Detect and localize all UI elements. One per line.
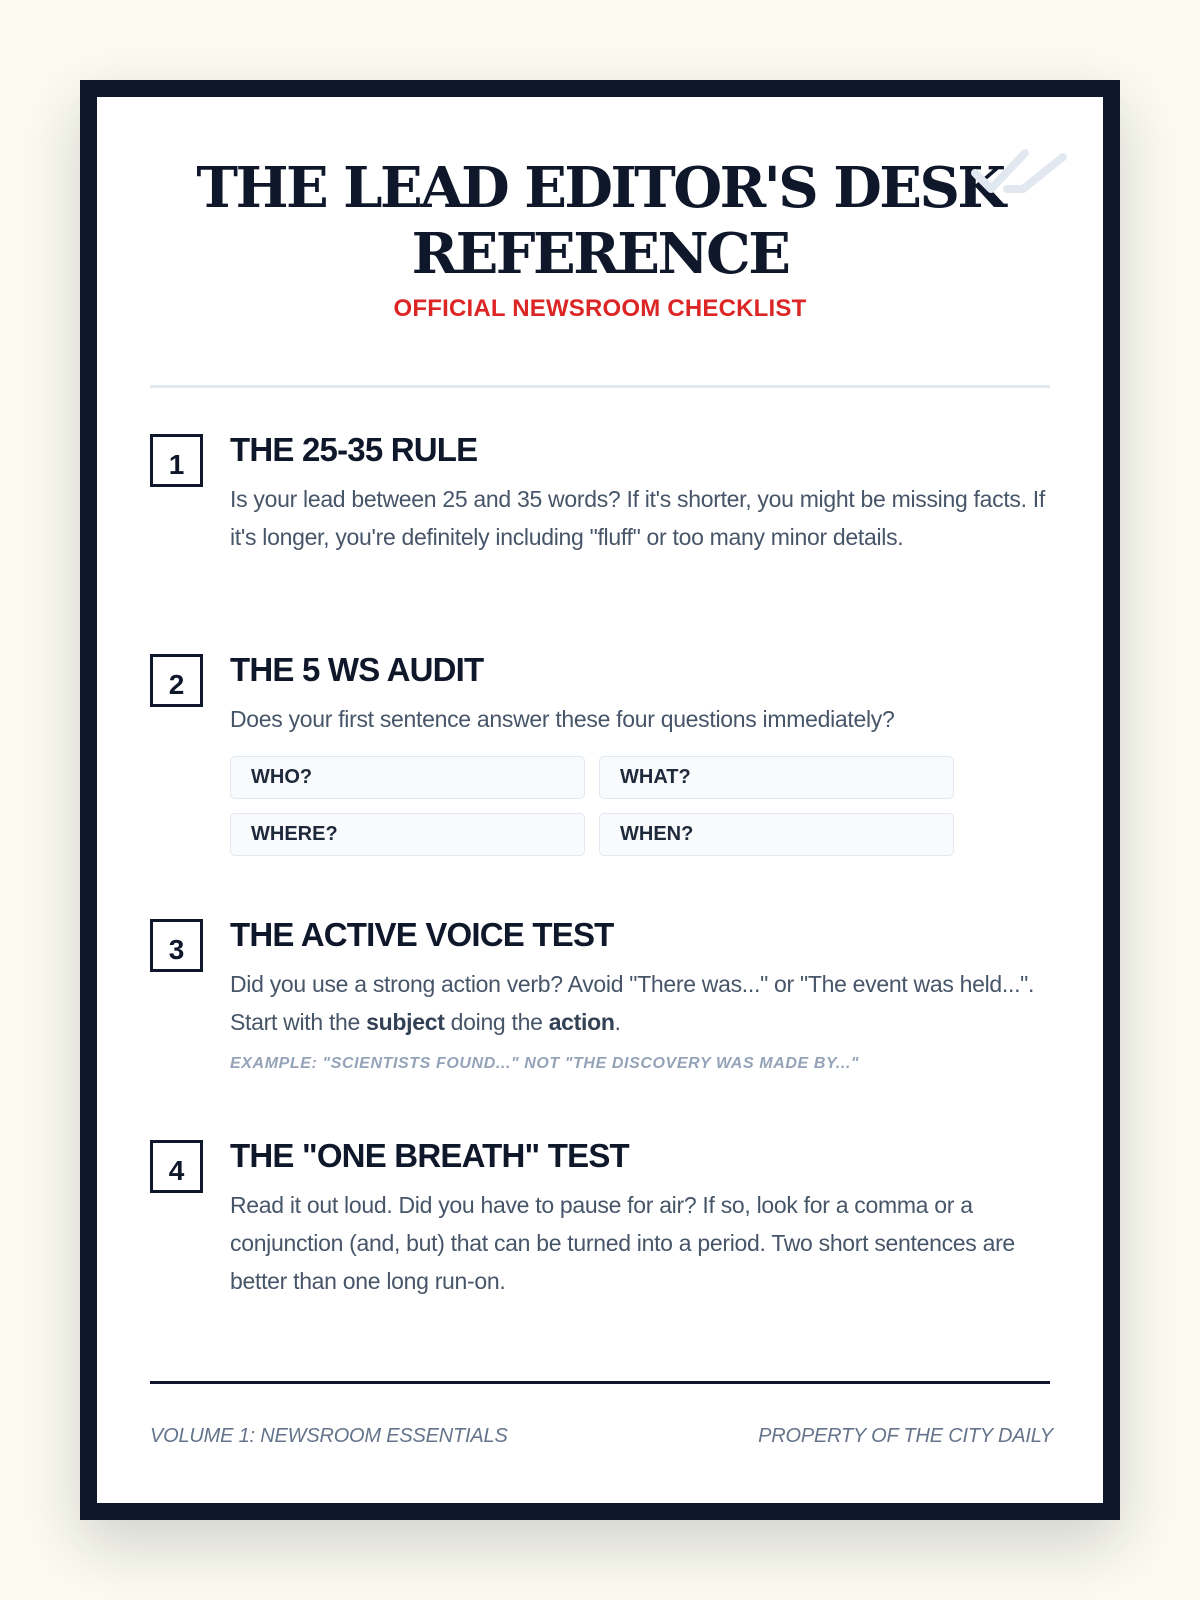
item-number-badge: 3	[150, 919, 203, 972]
description-text: Did you use a strong action verb? Avoid "There was..." or "The event was held...". Start with the	[230, 971, 1035, 1035]
item-title: THE ACTIVE VOICE TEST	[230, 916, 614, 953]
example-note: EXAMPLE: "SCIENTISTS FOUND..." NOT "THE DISCOVERY WAS MADE BY..."	[230, 1055, 860, 1072]
double-check-icon	[971, 145, 1071, 205]
emphasis-subject: subject	[366, 1009, 445, 1035]
emphasis-action: action	[548, 1009, 615, 1035]
footer-property: PROPERTY OF THE CITY DAILY	[758, 1425, 1053, 1447]
question-chip-who: WHO?	[230, 756, 585, 799]
header-divider	[150, 385, 1050, 388]
checklist-item-3	[150, 915, 1050, 1073]
checklist-item-1	[150, 430, 1050, 556]
item-number-badge: 4	[150, 1140, 203, 1193]
item-number-badge: 1	[150, 434, 203, 487]
item-description: Does your first sentence answer these four questions immediately?	[230, 706, 895, 732]
item-title: THE 5 WS AUDIT	[230, 651, 484, 688]
checklist-item-4	[150, 1136, 1050, 1300]
page-subtitle: OFFICIAL NEWSROOM CHECKLIST	[393, 295, 807, 322]
description-text: .	[614, 1009, 621, 1035]
item-number-badge: 2	[150, 654, 203, 707]
checklist-item-2	[150, 650, 1050, 856]
page-title: THE LEAD EDITOR'S DESK REFERENCE	[196, 155, 1004, 287]
item-title: THE "ONE BREATH" TEST	[230, 1137, 629, 1174]
questions-grid	[230, 756, 1050, 856]
header	[97, 97, 1103, 323]
item-description: Read it out loud. Did you have to pause for air? If so, look for a comma or a conjunction (and, but) that can be turned into a period. Two short sentences are better than one long run-on.	[230, 1192, 1015, 1294]
item-description: Is your lead between 25 and 35 words? If it's shorter, you might be missing facts. If it's longer, you're definitely including "fluff" or too many minor details.	[230, 486, 1045, 550]
question-chip-when: WHEN?	[599, 813, 954, 856]
reference-card	[80, 80, 1120, 1520]
footer	[150, 1425, 1053, 1448]
footer-volume: VOLUME 1: NEWSROOM ESSENTIALS	[150, 1425, 508, 1447]
item-description	[230, 965, 1050, 1041]
question-chip-where: WHERE?	[230, 813, 585, 856]
question-chip-what: WHAT?	[599, 756, 954, 799]
footer-divider	[150, 1381, 1050, 1384]
item-title: THE 25-35 RULE	[230, 431, 478, 468]
description-text: doing the	[444, 1009, 549, 1035]
